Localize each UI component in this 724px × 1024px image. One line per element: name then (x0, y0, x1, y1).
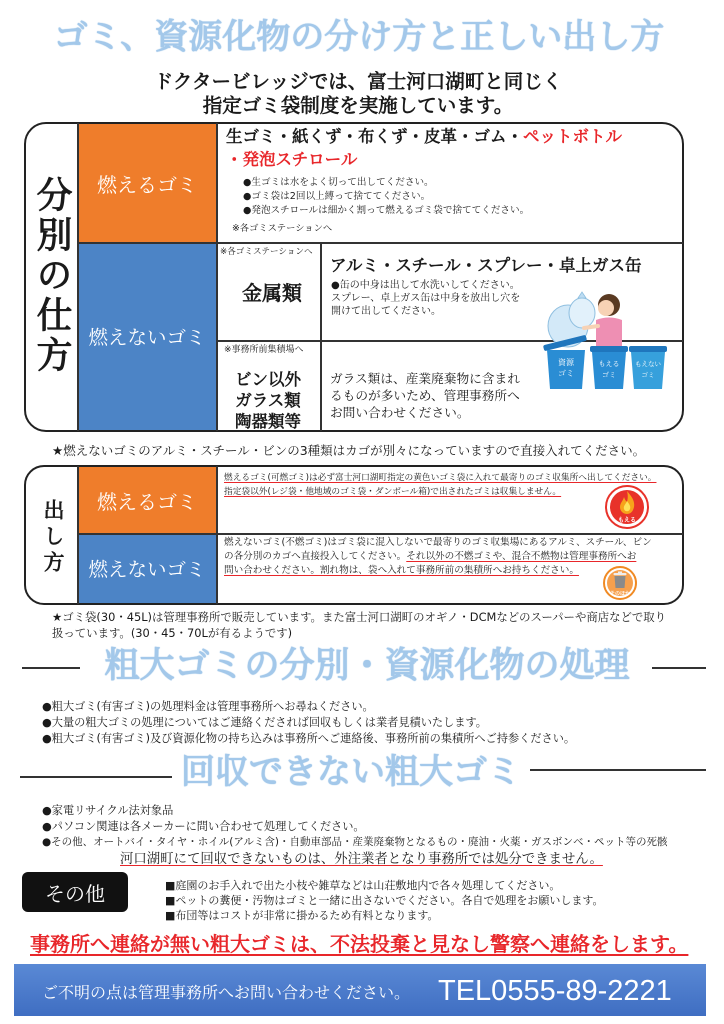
metal-note: スプレー、卓上ガス缶は中身を放出し穴を (331, 293, 521, 304)
uncollectable-item: ●その他、オートバイ・タイヤ・ホイル(アルミ含)・自動車部品・産業廃棄物となるもの・廃油・火薬・ガスボンベ・ペット等の死骸 (42, 836, 668, 848)
other-item: ■ペットの糞便・汚物はゴミと一緒に出さないでください。各自で処理をお願いします。 (165, 894, 604, 907)
burnable-items (226, 127, 622, 147)
disposal-nonburnable-text-plain: の各分別のカゴへ直接投入してください。 (224, 551, 407, 562)
burnable-flame-icon (604, 484, 650, 530)
metal-label: 金属類 (242, 281, 302, 305)
table-divider (78, 242, 683, 244)
bulky-item: ●大量の粗大ゴミの処理についてはご連絡くだされば回収もしくは業者見積いたします。 (42, 716, 487, 729)
disposal-burnable-text: 指定袋以外(レジ袋・他地域のゴミ袋・ダンボール箱)で出されたゴミは収集しません。 (224, 487, 562, 497)
disposal-heading: 出し方 (41, 499, 65, 577)
bulky-item: ●粗大ゴミ(有害ゴミ)及び資源化物の持ち込みは事務所へご連絡後、事務所前の集積所へご持参ください。 (42, 732, 576, 745)
bin-label: もえない (635, 360, 661, 368)
glass-note: お問い合わせください。 (330, 405, 470, 420)
bin-label: ゴミ (558, 369, 574, 378)
page-title: ゴミ、資源化物の分け方と正しい出し方 (53, 17, 665, 57)
other-icon-label: そのほか (609, 591, 631, 597)
uncollectable-item: ●家電リサイクル法対象品 (42, 804, 174, 817)
nonburnable-bin (629, 346, 667, 389)
burnable-bin (590, 346, 628, 389)
burnable-note: ●発泡スチロールは細かく割って燃えるゴミ袋で捨ててください。 (243, 205, 530, 216)
woman-with-trash-bins-illustration (540, 286, 670, 392)
bulky-item: ●粗大ゴミ(有害ゴミ)の処理料金は管理事務所へお尋ねください。 (42, 700, 374, 713)
uncollectable-heading: 回収できない粗大ゴミ (181, 752, 521, 792)
bin-label: ゴミ (602, 371, 616, 379)
bag-note: ★ゴミ袋(30・45L)は管理事務所で販売しています。また富士河口湖町のオギノ・DCMなどのスーパーや商店などで取り (52, 610, 667, 624)
burnable-items-pet-bottle: ペットボトル (523, 127, 622, 146)
burnable-items-text: 生ゴミ・紙くず・布くず・皮革・ゴム・ (226, 127, 523, 146)
table-divider (77, 123, 79, 431)
bin-label: ゴミ (641, 371, 655, 379)
heading-rule (22, 667, 80, 669)
sorting-note: ★燃えないゴミのアルミ・スチール・ビンの3種類はカゴが別々になっていますので直接入れてください。 (52, 443, 646, 458)
disposal-burnable-text: 燃えるゴミ(可燃ゴミ)は必ず富士河口湖町指定の黄色いゴミ袋に入れて最寄りのゴミ収集所へ出してください。 (224, 473, 657, 483)
uncollectable-item: ●パソコン関連は各メーカーに問い合わせて処理してください。 (42, 820, 365, 833)
disposal-nonburnable-label: 燃えないゴミ (78, 533, 216, 603)
disposal-nonburnable-text-underlined: それ以外の不燃ゴミや、混合不燃物は管理事務所へお (406, 551, 637, 562)
footer-tel: TEL0555-89-2221 (438, 975, 672, 1007)
intro-line-1: ドクタービレッジでは、富士河口湖町と同じく (153, 70, 563, 93)
heading-rule (652, 667, 706, 669)
disposal-nonburnable-text (224, 550, 636, 564)
glass-label: ガラス類 (235, 391, 301, 410)
heading-rule (20, 776, 172, 778)
bulky-heading: 粗大ゴミの分別・資源化物の処理 (104, 646, 630, 686)
disposal-nonburnable-text-underlined: 問い合わせください。割れ物は、袋へ入れて事務所前の集積所へお持ちください。 (224, 565, 579, 576)
table-divider (78, 533, 683, 535)
other-item: ■庭園のお手入れで出た小枝や雑草などは山荘敷地内で各々処理してください。 (165, 879, 561, 892)
metal-note: ●缶の中身は出して水洗いしてください。 (331, 280, 520, 291)
glass-note: ガラス類は、産業廃棄物に含まれ (330, 371, 520, 386)
metal-note: 開けて出してください。 (331, 306, 441, 317)
sorting-heading: 分別の仕方 (31, 176, 72, 376)
bag-note: 扱っています。(30・45・70Lが有るようです) (52, 626, 293, 640)
footer-contact: ご不明の点は管理事務所へお問い合わせください。 (42, 983, 411, 1002)
glass-label: ビン以外 (235, 370, 301, 389)
sorting-nonburnable-label: 燃えないゴミ (78, 242, 216, 430)
burnable-icon-label: もえる (617, 517, 637, 524)
glass-destination: ※事務所前集積場へ (224, 345, 304, 355)
glass-note: るものが多いため、管理事務所へ (330, 388, 520, 403)
other-item: ■布団等はコストが非常に掛かるため有料となります。 (165, 909, 439, 922)
table-divider (77, 466, 79, 604)
other-label: その他 (22, 872, 128, 912)
sorting-burnable-label: 燃えるゴミ (78, 124, 216, 242)
glass-label: 陶器類等 (235, 412, 301, 431)
table-divider (216, 466, 218, 604)
burnable-destination: ※各ゴミステーションへ (232, 223, 333, 234)
metal-destination: ※各ゴミステーションへ (220, 247, 313, 257)
table-divider (320, 242, 322, 431)
uncollectable-warning: 河口湖町にて回収できないものは、外注業者となり事務所では処分できません。 (120, 852, 603, 867)
disposal-nonburnable-text: 燃えないゴミ(不燃ゴミ)はゴミ袋に混入しないで最寄りのゴミ収集場にあるアルミ、スチール、ビン (224, 537, 652, 548)
metal-items: アルミ・スチール・スプレー・卓上ガス缶 (330, 256, 642, 275)
other-trash-can-icon (603, 566, 637, 600)
police-warning: 事務所へ連絡が無い粗大ゴミは、不法投棄と見なし警察へ連絡をします。 (30, 932, 689, 956)
burnable-note: ●ゴミ袋は2回以上縛って捨ててください。 (243, 191, 431, 202)
burnable-items-styrofoam: ・発泡スチロール (226, 150, 358, 169)
heading-rule (530, 769, 706, 771)
bin-label: 資源 (558, 358, 574, 367)
burnable-note: ●生ゴミは水をよく切って出してください。 (243, 177, 434, 188)
bin-label: もえる (598, 360, 620, 368)
intro-line-2: 指定ゴミ袋制度を実施しています。 (202, 94, 514, 117)
disposal-burnable-label: 燃えるゴミ (78, 467, 216, 533)
